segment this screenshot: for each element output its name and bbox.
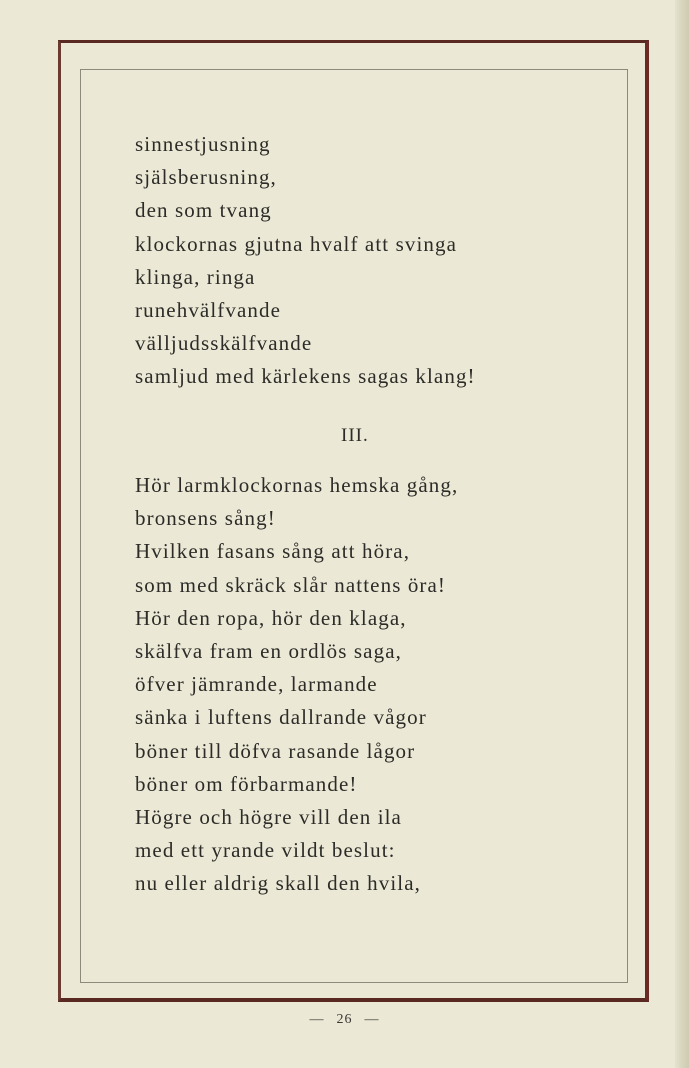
poem-line: nu eller aldrig skall den hvila, <box>135 871 421 896</box>
poem-line: bronsens sång! <box>135 506 276 531</box>
page-edge <box>675 0 689 1068</box>
poem-stanza-one <box>135 128 555 394</box>
poem-line: böner om förbarmande! <box>135 771 358 796</box>
poem-line: runehvälfvande <box>135 297 282 322</box>
poem-line: öfver jämrande, larmande <box>135 672 378 697</box>
page-number-value: 26 <box>336 1012 353 1027</box>
section-number: III. <box>341 425 369 446</box>
poem-line: med ett yrande vildt beslut: <box>135 838 396 863</box>
page-number <box>0 1012 689 1028</box>
poem-line: välljudsskälfvande <box>135 331 313 356</box>
poem-line: skälfva fram en ordlös saga, <box>135 638 402 663</box>
poem-stanza-two <box>135 469 555 900</box>
page-number-dash-left: — <box>309 1012 325 1027</box>
poem-line: sänka i luftens dallrande vågor <box>135 705 427 730</box>
poem-line: som med skräck slår nattens öra! <box>135 572 447 597</box>
poem-line: böner till döfva rasande lågor <box>135 738 416 763</box>
poem-line: klockornas gjutna hvalf att svinga <box>135 231 457 256</box>
poem-line: samljud med kärlekens sagas klang! <box>135 364 476 389</box>
poem-line: klinga, ringa <box>135 264 256 289</box>
poem-line: Högre och högre vill den ila <box>135 804 402 829</box>
poem-line: Hör larmklockornas hemska gång, <box>135 473 459 497</box>
poem-line: Hvilken fasans sång att höra, <box>135 539 411 564</box>
poem-line: själsberusning, <box>135 165 277 190</box>
poem-line: sinnestjusning <box>135 132 271 156</box>
page-number-dash-right: — <box>364 1012 380 1027</box>
poem-line: den som tvang <box>135 198 272 223</box>
poem-line: Hör den ropa, hör den klaga, <box>135 605 407 630</box>
